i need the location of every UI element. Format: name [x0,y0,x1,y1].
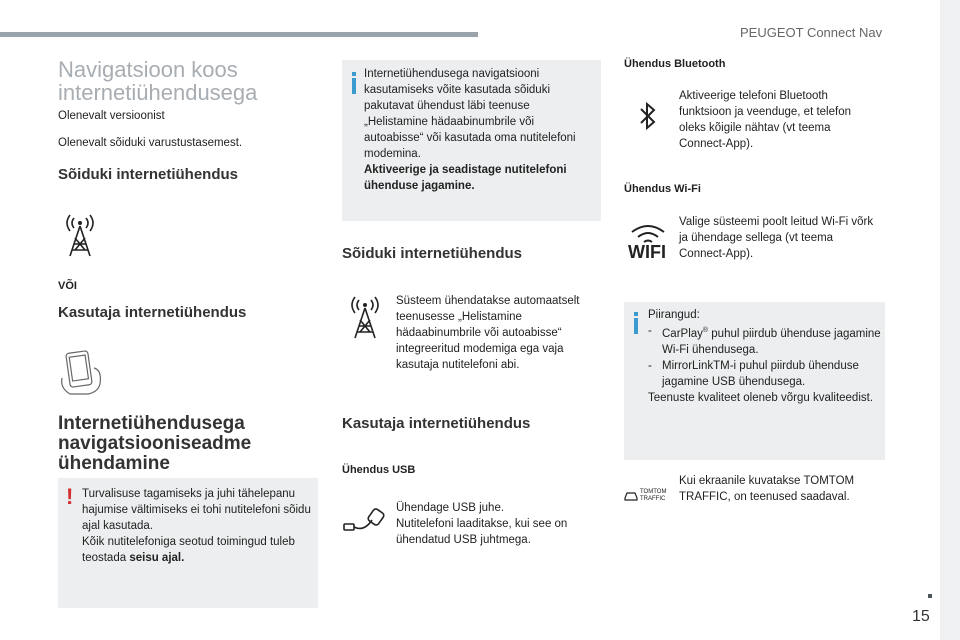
page-title: Navigatsioon koos internetiühendusega [58,57,258,105]
safety-warning-text: Turvalisuse tagamiseks ja juhi tähelepanu hajumise vältimiseks ei tohi nutitelefoni sõidu ajal kasutada. Kõik nutitelefoniga seotud toimingud tuleb teostada seisu ajal. [82,488,311,564]
usb-text: Ühendage USB juhe. Nutitelefoni laaditakse, kui see on ühendatud USB juhtmega. [396,502,568,546]
warning-icon: ! [66,484,74,509]
version-note: Olenevalt versioonist [58,110,165,122]
wifi-icon [626,222,670,262]
limitation-item-carplay: - CarPlay® puhul piirdub ühenduse jagamine Wi-Fi ühendusega. [648,325,881,356]
limitations-info-box [624,302,885,460]
limitations-text: Piirangud: - CarPlay® puhul piirdub ühenduse jagamine Wi-Fi ühendusega. - MirrorLinkTM-i puhul piirdub ühenduse jagamine USB ühendusega. Teenuste kvaliteet oleneb võrgu kvaliteedist. [648,309,881,404]
vehicle-connection-heading-2: Sõiduki internetiühendus [342,245,523,262]
bluetooth-heading: Ühendus Bluetooth [624,58,726,70]
usb-cable-icon [342,506,386,538]
wifi-text: Valige süsteemi poolt leitud Wi-Fi võrk ja ühendage sellega (vt teema Connect-App). [679,216,874,260]
tomtom-text: Kui ekraanile kuvatakse TOMTOM TRAFFIC, on teenused saadaval. [679,475,855,503]
tomtom-traffic-logo: TOMTOM TRAFFIC [624,487,672,505]
safety-warning-box [58,478,318,608]
car-icon [624,490,638,502]
user-connection-heading: Kasutaja internetiühendus [58,304,247,321]
page-number: 15 [912,608,930,625]
connect-device-heading: Internetiühendusega navigatsiooniseadme ühendamine [58,413,252,474]
bluetooth-text: Aktiveerige telefoni Bluetooth funktsioon ja veenduge, et telefon oleks kõigile nähtav (vt teema Connect-App). [679,90,851,150]
vehicle-connection-heading: Sõiduki internetiühendus [58,166,239,183]
antenna-icon [62,214,98,258]
manual-title: PEUGEOT Connect Nav [740,25,883,40]
page-edge-strip [940,0,960,640]
page-marker [928,594,932,598]
equipment-note: Olenevalt sõiduki varustustasemest. [58,137,243,149]
user-connection-heading-2: Kasutaja internetiühendus [342,415,531,432]
header-rule [0,32,478,37]
antenna-icon [347,296,383,340]
smartphone-hand-icon [58,348,106,398]
bluetooth-icon [638,100,658,132]
internet-info-box [342,60,601,221]
vehicle-connection-text: Süsteem ühendatakse automaatselt teenusesse „Helistamine hädaabinumbrile või autoabisse“ integreeritud modemiga ega vaja kasutaja nutitelefoni abi. [396,295,580,371]
internet-info-text: Internetiühendusega navigatsiooni kasutamiseks võite kasutada sõiduki pakutavat ühendust läbi teenuse „Helistamine hädaabinumbrile või autoabisse“ või kasutada oma nutitelefoni modemina. Aktiveerige ja seadistage nutitelefoni ühenduse jagamine. [364,68,576,192]
usb-heading: Ühendus USB [342,464,416,476]
wifi-heading: Ühendus Wi-Fi [624,183,701,195]
info-icon [634,318,638,334]
wifi-label: WIFI [628,242,666,262]
info-icon [352,78,356,94]
or-label: VÕI [58,280,77,292]
limitation-item-mirrorlink: - MirrorLinkTM-i puhul piirdub ühenduse jagamine USB ühendusega. [648,359,859,388]
